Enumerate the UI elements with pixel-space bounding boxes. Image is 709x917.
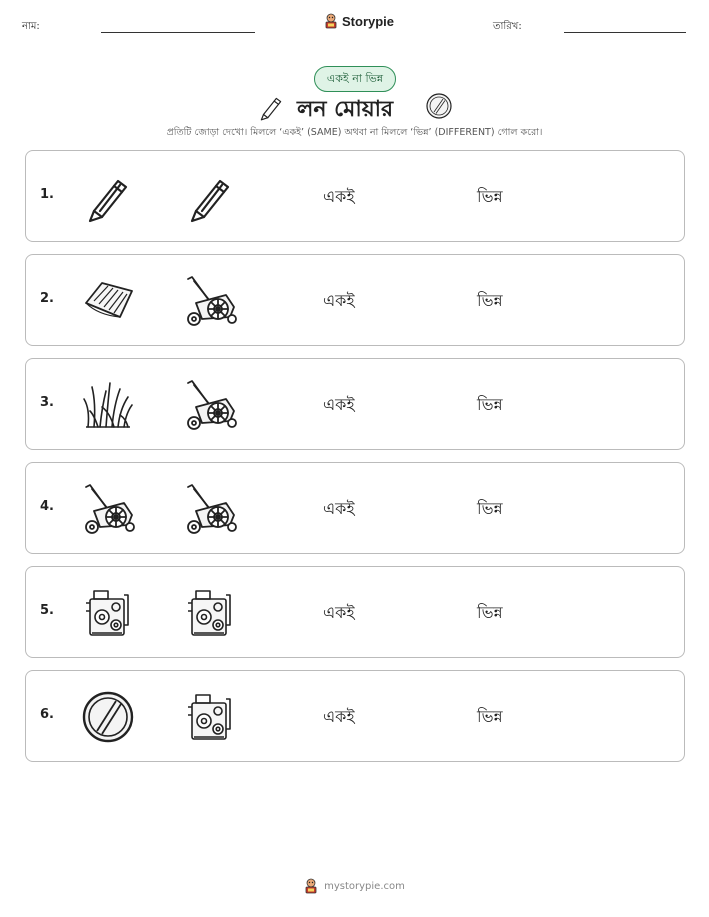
question-row [25,358,685,450]
storypie-logo-icon [324,13,338,29]
question-row [25,254,685,346]
instructions: প্রতিটি জোড়া দেখো। মিললে ‘একই’ (SAME) অথবা না মিললে ‘ভিন্ন’ (DIFFERENT) গোল করো। [166,127,543,138]
plate-icon [80,689,136,745]
option-same[interactable]: একই [323,603,355,622]
question-number: 1. [40,187,54,202]
question-row [25,566,685,658]
brand [324,13,394,29]
footer-url[interactable]: mystorypie.com [324,880,405,892]
pencil-icon [80,169,136,225]
question-number: 4. [40,499,54,514]
engine-icon [182,585,238,641]
option-same[interactable]: একই [323,499,355,518]
question-number: 5. [40,603,54,618]
option-same[interactable]: একই [323,395,355,414]
cloth-icon [80,273,136,329]
option-different[interactable]: ভিন্ন [477,707,503,726]
pencil-icon [182,169,238,225]
footer [0,878,709,894]
lawn-mower-icon [182,377,238,433]
date-label: তারিখ: [493,21,522,32]
option-different[interactable]: ভিন্ন [477,395,503,414]
option-different[interactable]: ভিন্ন [477,499,503,518]
question-row [25,670,685,762]
option-same[interactable]: একই [323,187,355,206]
page-title: লন মোয়ার [297,97,394,122]
header [0,0,709,44]
plate-icon [425,92,453,120]
grass-icon [80,377,136,433]
option-different[interactable]: ভিন্ন [477,291,503,310]
brand-name: Storypie [342,13,395,29]
option-same[interactable]: একই [323,291,355,310]
date-line [564,32,686,33]
lawn-mower-icon [182,273,238,329]
title-row [0,90,709,124]
question-number: 2. [40,291,54,306]
option-different[interactable]: ভিন্ন [477,187,503,206]
name-line [101,32,255,33]
pencil-icon [256,92,286,122]
question-number: 3. [40,395,54,410]
worksheet-type-badge: একই না ভিন্ন [314,66,396,92]
storypie-logo-icon [304,878,318,894]
lawn-mower-icon [182,481,238,537]
question-number: 6. [40,707,54,722]
option-different[interactable]: ভিন্ন [477,603,503,622]
lawn-mower-icon [80,481,136,537]
question-row [25,462,685,554]
option-same[interactable]: একই [323,707,355,726]
question-row [25,150,685,242]
engine-icon [80,585,136,641]
engine-icon [182,689,238,745]
name-label: নাম: [22,21,40,32]
